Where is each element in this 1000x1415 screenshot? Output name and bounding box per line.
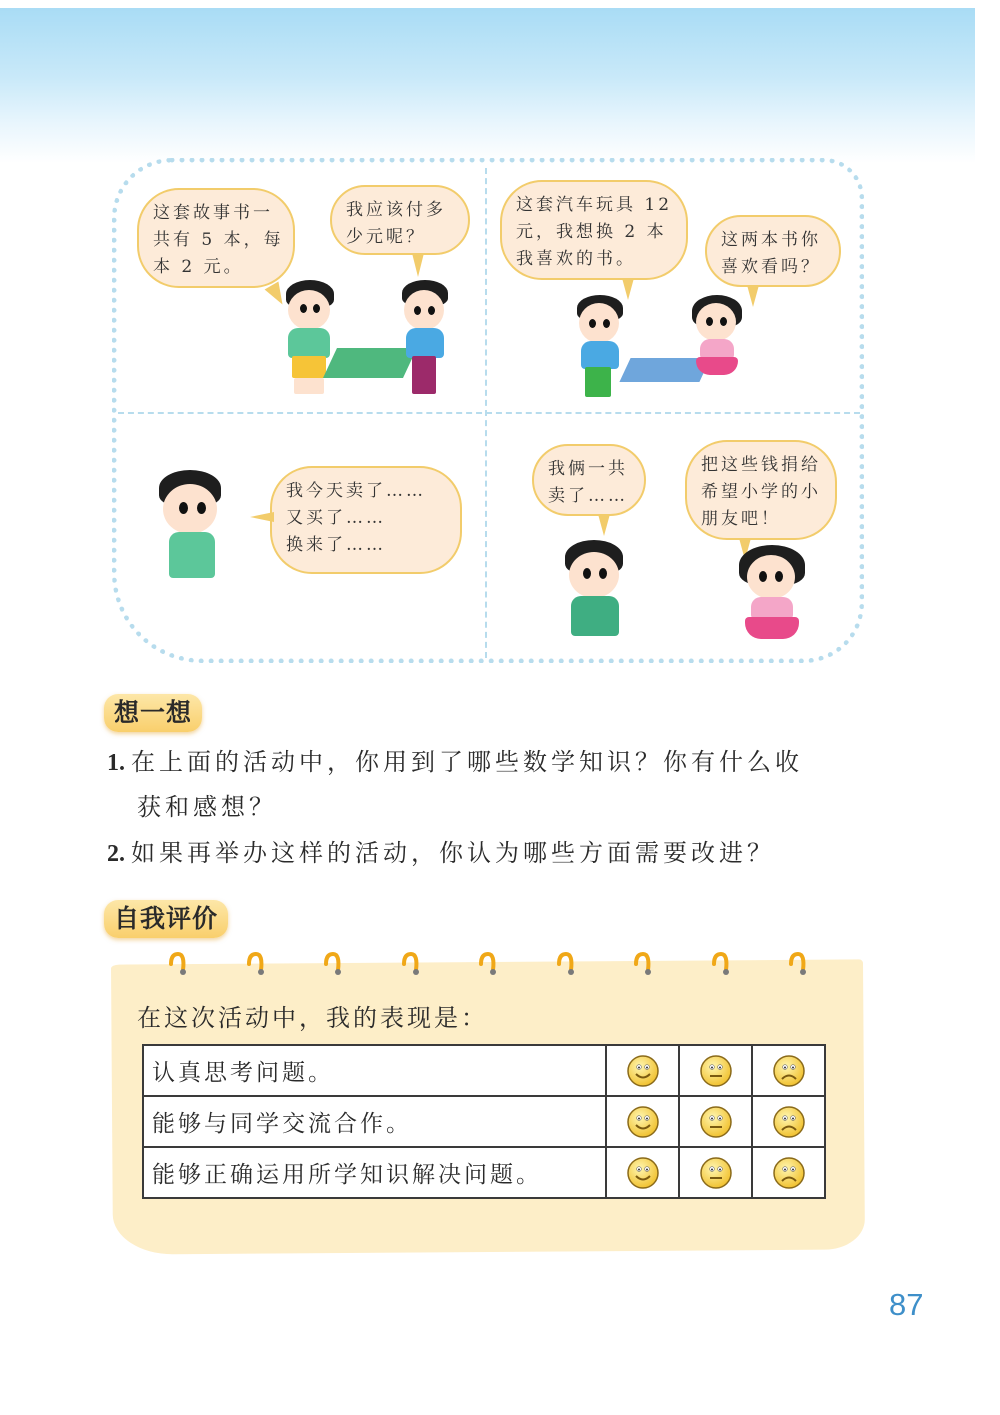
- question-text: 如果再举办这样的活动，你认为哪些方面需要改进？: [131, 839, 775, 867]
- sad-face-icon: [772, 1156, 806, 1190]
- boy-thinking-illustration: [155, 470, 225, 585]
- rating-sad-cell[interactable]: [752, 1147, 825, 1198]
- rating-happy-cell[interactable]: [606, 1096, 679, 1147]
- panel-divider-horizontal: [118, 412, 860, 414]
- boy-illustration: [400, 280, 450, 400]
- question-2: [107, 836, 775, 871]
- bubble-line: 我俩一共: [548, 459, 628, 479]
- bubble-line: 本 2 元。: [153, 257, 244, 277]
- bubble-line: 这两本书你: [721, 230, 821, 250]
- speech-bubble: [330, 185, 470, 255]
- bubble-line: 我喜欢的书。: [516, 249, 636, 269]
- happy-face-icon: [626, 1054, 660, 1088]
- rating-happy-cell[interactable]: [606, 1045, 679, 1096]
- ring-icon: [478, 952, 498, 978]
- bubble-line: 换来了……: [286, 535, 386, 555]
- neutral-face-icon: [699, 1105, 733, 1139]
- happy-face-icon: [626, 1156, 660, 1190]
- question-number: 2.: [107, 841, 125, 867]
- ring-icon: [168, 952, 188, 978]
- speech-bubble: [500, 180, 688, 280]
- bubble-line: 共有 5 本，每: [153, 230, 284, 250]
- question-1: [107, 745, 803, 780]
- question-text: 在上面的活动中，你用到了哪些数学知识？你有什么收: [131, 748, 803, 776]
- rating-neutral-cell[interactable]: [679, 1096, 752, 1147]
- ring-icon: [556, 952, 576, 978]
- criterion-text: 能够与同学交流合作。: [143, 1096, 606, 1147]
- bubble-line: 这套故事书一: [153, 203, 273, 223]
- neutral-face-icon: [699, 1156, 733, 1190]
- bubble-line: 喜欢看吗？: [721, 257, 821, 277]
- girl-illustration: [690, 295, 745, 395]
- rating-neutral-cell[interactable]: [679, 1147, 752, 1198]
- section-heading-self-eval: 自我评价: [104, 900, 228, 938]
- table-row: [143, 1045, 825, 1096]
- ring-icon: [788, 952, 808, 978]
- ring-icon: [633, 952, 653, 978]
- bubble-line: 又买了……: [286, 508, 386, 528]
- bubble-line: 希望小学的小: [701, 482, 821, 502]
- speech-bubble: [137, 188, 295, 288]
- ring-icon: [711, 952, 731, 978]
- rating-neutral-cell[interactable]: [679, 1045, 752, 1096]
- ring-icon: [323, 952, 343, 978]
- rating-sad-cell[interactable]: [752, 1045, 825, 1096]
- neutral-face-icon: [699, 1054, 733, 1088]
- happy-face-icon: [626, 1105, 660, 1139]
- bubble-line: 这套汽车玩具 12: [516, 195, 673, 215]
- table-row: [143, 1096, 825, 1147]
- sad-face-icon: [772, 1105, 806, 1139]
- boy-illustration: [555, 540, 635, 640]
- sad-face-icon: [772, 1054, 806, 1088]
- header-band: [0, 8, 975, 163]
- speech-bubble: [532, 444, 646, 516]
- bubble-line: 少元呢？: [346, 227, 426, 247]
- self-eval-table: [142, 1044, 826, 1199]
- self-eval-lead: 在这次活动中，我的表现是：: [137, 1004, 488, 1032]
- table-row: [143, 1147, 825, 1198]
- speech-bubble: [270, 466, 462, 574]
- page-number: 87: [889, 1287, 924, 1322]
- question-1-continued: [137, 790, 277, 824]
- rating-sad-cell[interactable]: [752, 1096, 825, 1147]
- boy-illustration: [280, 280, 340, 400]
- bubble-line: 我今天卖了……: [286, 481, 426, 501]
- question-number: 1.: [107, 750, 125, 776]
- bubble-line: 卖了……: [548, 486, 628, 506]
- bubble-line: 我应该付多: [346, 200, 446, 220]
- ring-icon: [401, 952, 421, 978]
- criterion-text: 认真思考问题。: [143, 1045, 606, 1096]
- bubble-line: 朋友吧！: [701, 509, 781, 529]
- girl-illustration: [735, 545, 810, 645]
- section-heading-think: 想一想: [104, 694, 202, 732]
- boy-illustration: [575, 295, 625, 405]
- speech-bubble: [705, 215, 841, 287]
- ring-icon: [246, 952, 266, 978]
- bubble-line: 元，我想换 2 本: [516, 222, 667, 242]
- bubble-line: 把这些钱捐给: [701, 455, 821, 475]
- question-text: 获和感想？: [137, 793, 277, 821]
- criterion-text: 能够正确运用所学知识解决问题。: [143, 1147, 606, 1198]
- speech-bubble: [685, 440, 837, 540]
- rating-happy-cell[interactable]: [606, 1147, 679, 1198]
